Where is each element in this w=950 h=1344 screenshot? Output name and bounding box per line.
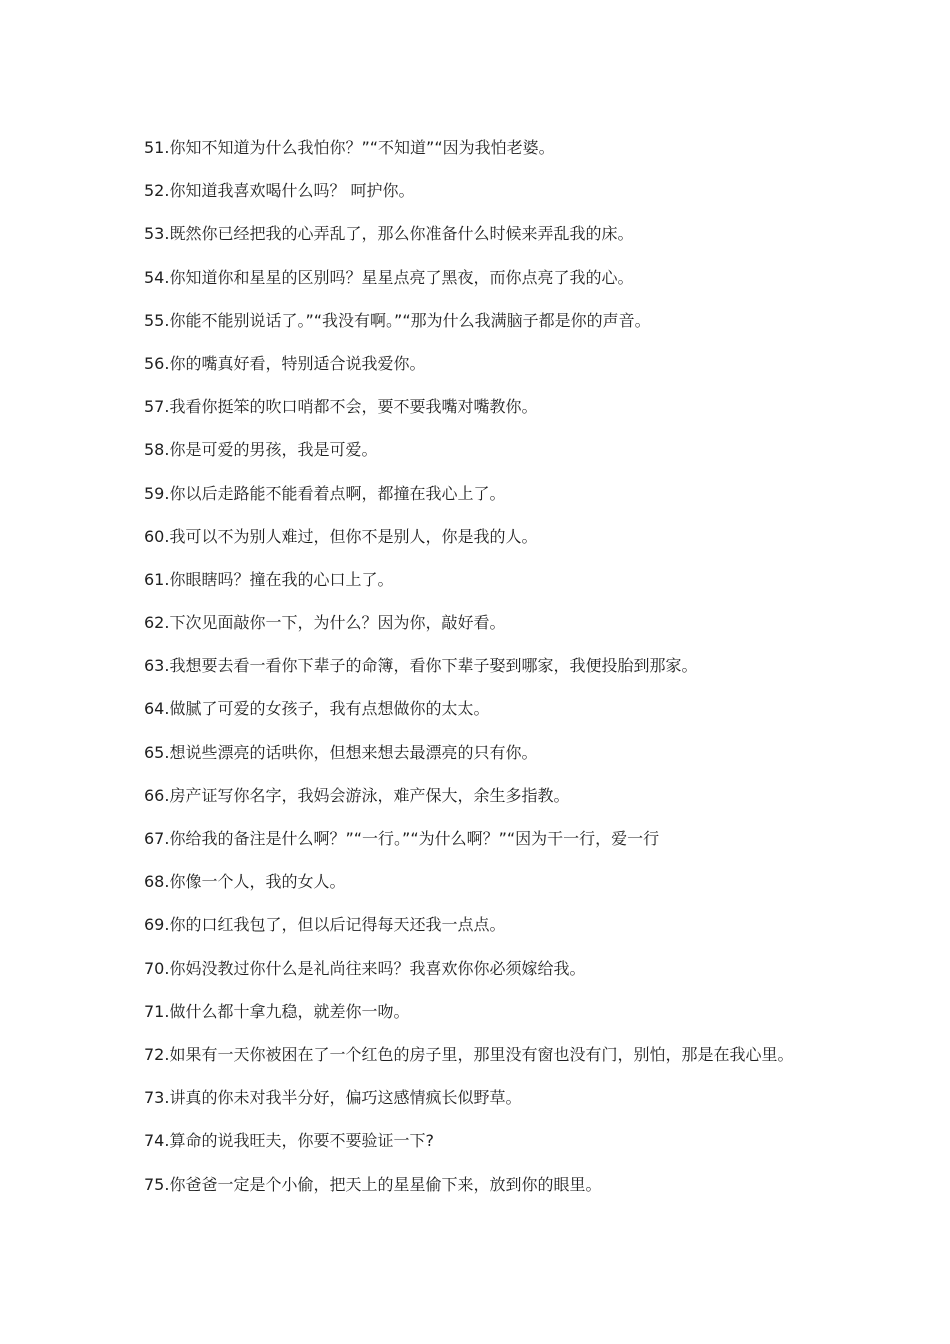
list-item: 58.你是可爱的男孩，我是可爱。 <box>144 440 378 460</box>
list-item: 60.我可以不为别人难过，但你不是别人，你是我的人。 <box>144 526 538 546</box>
list-item: 64.做腻了可爱的女孩子，我有点想做你的太太。 <box>144 699 490 719</box>
list-item: 59.你以后走路能不能看着点啊，都撞在我心上了。 <box>144 483 506 503</box>
list-item: 70.你妈没教过你什么是礼尚往来吗？我喜欢你你必须嫁给我。 <box>144 958 586 978</box>
list-item: 56.你的嘴真好看，特别适合说我爱你。 <box>144 353 426 373</box>
list-item: 73.讲真的你未对我半分好，偏巧这感情疯长似野草。 <box>144 1088 522 1108</box>
list-item: 57.我看你挺笨的吹口哨都不会，要不要我嘴对嘴教你。 <box>144 397 538 417</box>
list-item: 62.下次见面敲你一下，为什么？因为你，敲好看。 <box>144 613 506 633</box>
list-item: 69.你的口红我包了，但以后记得每天还我一点点。 <box>144 915 506 935</box>
list-item: 67.你给我的备注是什么啊？”“一行。”“为什么啊？”“因为干一行，爱一行 <box>144 829 660 848</box>
list-item: 55.你能不能别说话了。”“我没有啊。”“那为什么我满脑子都是你的声音。 <box>144 310 651 330</box>
list-item: 51.你知不知道为什么我怕你？”“不知道”“因为我怕老婆。 <box>144 138 555 157</box>
list-item: 63.我想要去看一看你下辈子的命簿，看你下辈子娶到哪家，我便投胎到那家。 <box>144 656 698 676</box>
list-item: 74.算命的说我旺夫，你要不要验证一下? <box>144 1131 434 1151</box>
list-item: 52.你知道我喜欢喝什么吗？ 呵护你。 <box>144 181 415 201</box>
list-item: 61.你眼瞎吗？撞在我的心口上了。 <box>144 569 394 589</box>
list-item: 71.做什么都十拿九稳，就差你一吻。 <box>144 1001 410 1021</box>
list-item: 68.你像一个人，我的女人。 <box>144 872 346 892</box>
list-item: 66.房产证写你名字，我妈会游泳，难产保大，余生多指教。 <box>144 785 570 805</box>
list-item: 54.你知道你和星星的区别吗？星星点亮了黑夜，而你点亮了我的心。 <box>144 267 634 287</box>
text-lines <box>144 136 864 1216</box>
list-item: 72.如果有一天你被困在了一个红色的房子里，那里没有窗也没有门，别怕，那是在我心里。 <box>144 1044 794 1064</box>
list-item: 65.想说些漂亮的话哄你，但想来想去最漂亮的只有你。 <box>144 742 538 762</box>
list-item: 53.既然你已经把我的心弄乱了，那么你准备什么时候来弄乱我的床。 <box>144 224 634 244</box>
list-item: 75.你爸爸一定是个小偷，把天上的星星偷下来，放到你的眼里。 <box>144 1174 602 1194</box>
